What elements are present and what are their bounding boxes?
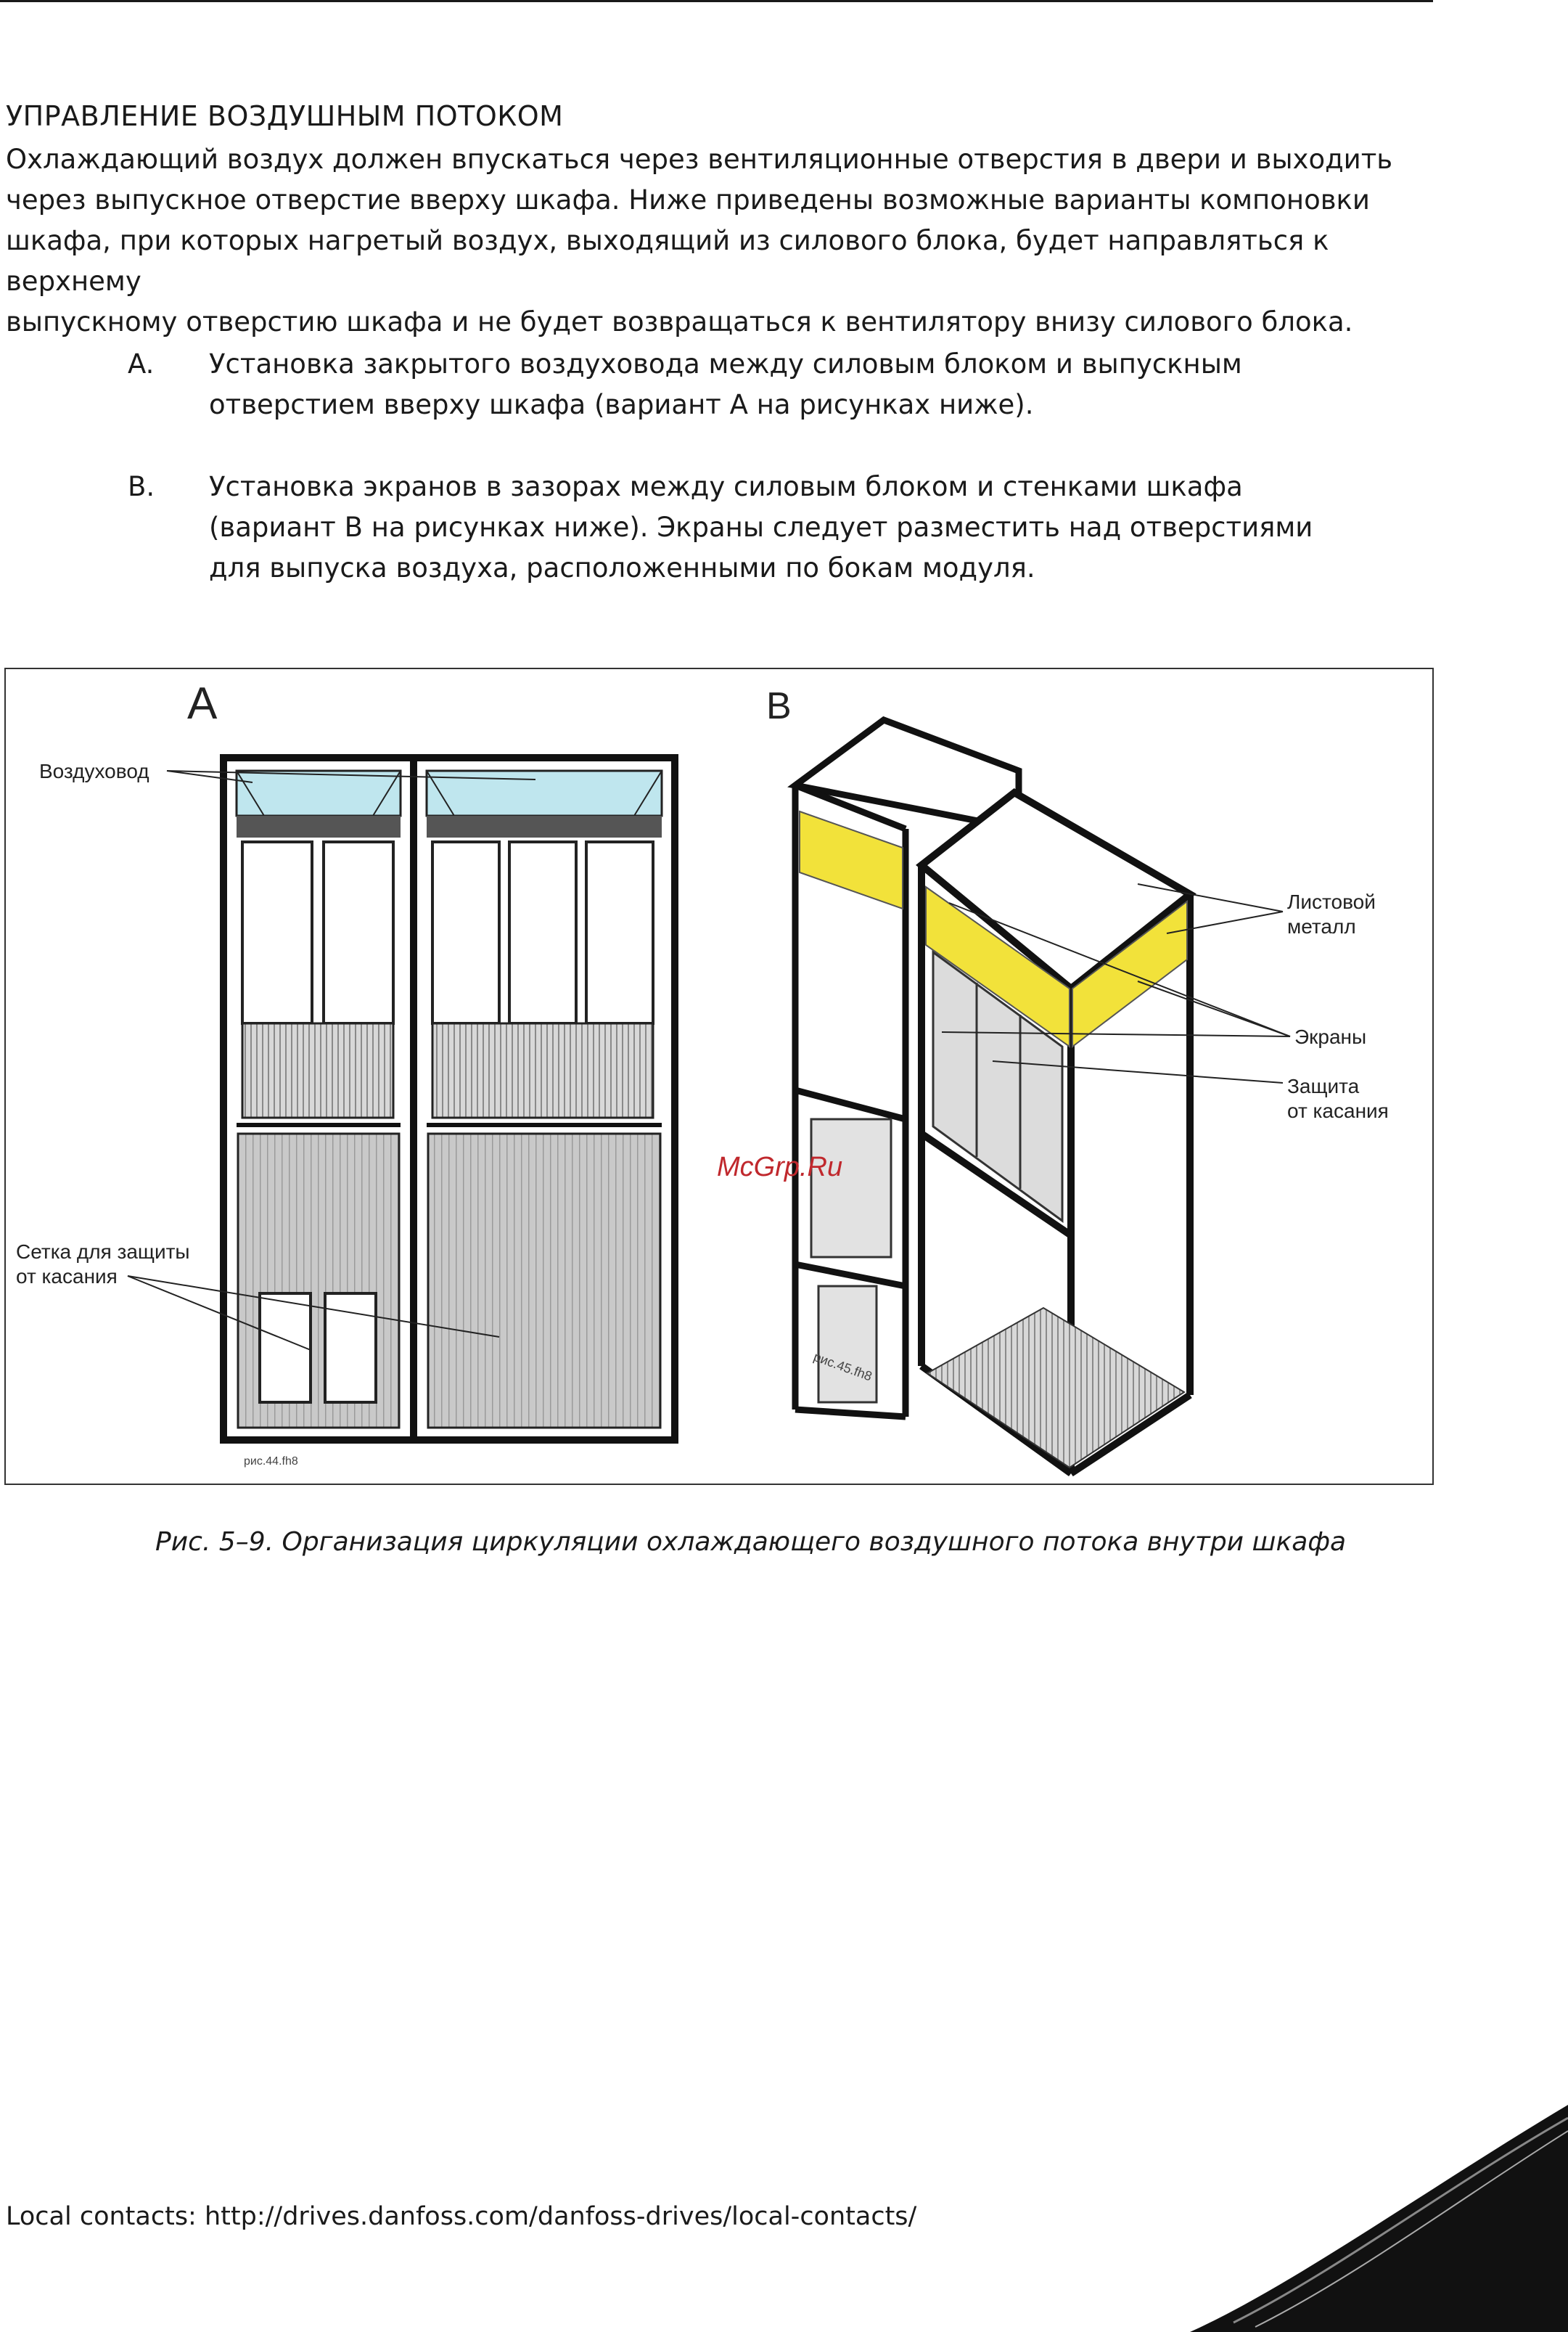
- power-module: [586, 842, 653, 1023]
- label-sheet-line1: Листовой: [1287, 891, 1376, 913]
- option-a-letter: A.: [128, 348, 155, 380]
- label-sheet-line2: металл: [1287, 915, 1356, 938]
- fan-unit: [260, 1293, 311, 1402]
- option-line: (вариант B на рисунках ниже). Экраны следует разместить над отверстиями: [209, 512, 1313, 543]
- sheet-metal-left: [800, 811, 903, 909]
- intro-line: через выпускное отверстие вверху шкафа. Ниже приведены возможные варианты компоновки: [6, 184, 1370, 216]
- section-heading: УПРАВЛЕНИЕ ВОЗДУШНЫМ ПОТОКОМ: [6, 100, 564, 132]
- intro-line: Охлаждающий воздух должен впускаться через вентиляционные отверстия в двери и выходить: [6, 144, 1393, 175]
- label-mesh-line1: Сетка для защиты: [16, 1240, 190, 1263]
- panel-b-letter: B: [766, 685, 792, 727]
- option-a-text: [209, 344, 1399, 425]
- label-air-duct: Воздуховод: [39, 760, 149, 782]
- option-b-letter: B.: [128, 471, 155, 502]
- power-module: [242, 842, 312, 1023]
- panel-a-code: рис.44.fh8: [244, 1455, 298, 1468]
- intro-line: шкафа, при которых нагретый воздух, выходящий из силового блока, будет направляться к верхнему: [6, 225, 1329, 297]
- power-module: [432, 842, 499, 1023]
- busbar-top: [427, 816, 662, 838]
- option-line: Установка закрытого воздуховода между силовым блоком и выпускным: [209, 348, 1242, 380]
- watermark-text: McGrp.Ru: [717, 1152, 843, 1182]
- corner-swoosh-decoration: [1190, 2105, 1568, 2332]
- panel-b-code: рис.45.fh8: [811, 1349, 874, 1384]
- cabinet-a-right: [414, 758, 675, 1440]
- intro-line: выпускному отверстию шкафа и не будет возвращаться к вентилятору внизу силового блока.: [6, 306, 1353, 337]
- label-mesh-line2: от касания: [16, 1265, 118, 1288]
- option-b-text: [209, 467, 1399, 589]
- panel-a-letter: A: [187, 679, 218, 729]
- cabinet-figure: [4, 668, 1434, 1485]
- label-protection-line2: от касания: [1287, 1100, 1389, 1122]
- option-line: отверстием вверху шкафа (вариант A на рисунках ниже).: [209, 389, 1034, 420]
- cabinet-a-left: [223, 758, 414, 1440]
- touch-protection-mesh: [428, 1134, 660, 1428]
- busbar-top: [237, 816, 401, 838]
- option-line: Установка экранов в зазорах между силовым блоком и стенками шкафа: [209, 471, 1243, 502]
- top-rule: [0, 0, 1433, 2]
- figure-illustration: [6, 669, 1432, 1484]
- option-line: для выпуска воздуха, расположенными по бокам модуля.: [209, 552, 1035, 584]
- label-screens: Экраны: [1294, 1026, 1367, 1048]
- intro-paragraph: [6, 139, 1442, 343]
- air-duct-left: [237, 771, 401, 816]
- power-module: [324, 842, 393, 1023]
- footer-contacts: Local contacts: http://drives.danfoss.com/danfoss-drives/local-contacts/: [6, 2202, 917, 2231]
- power-module: [509, 842, 576, 1023]
- figure-caption: Рис. 5–9. Организация циркуляции охлаждающего воздушного потока внутри шкафа: [155, 1527, 1347, 1557]
- label-protection-line1: Защита: [1287, 1075, 1360, 1097]
